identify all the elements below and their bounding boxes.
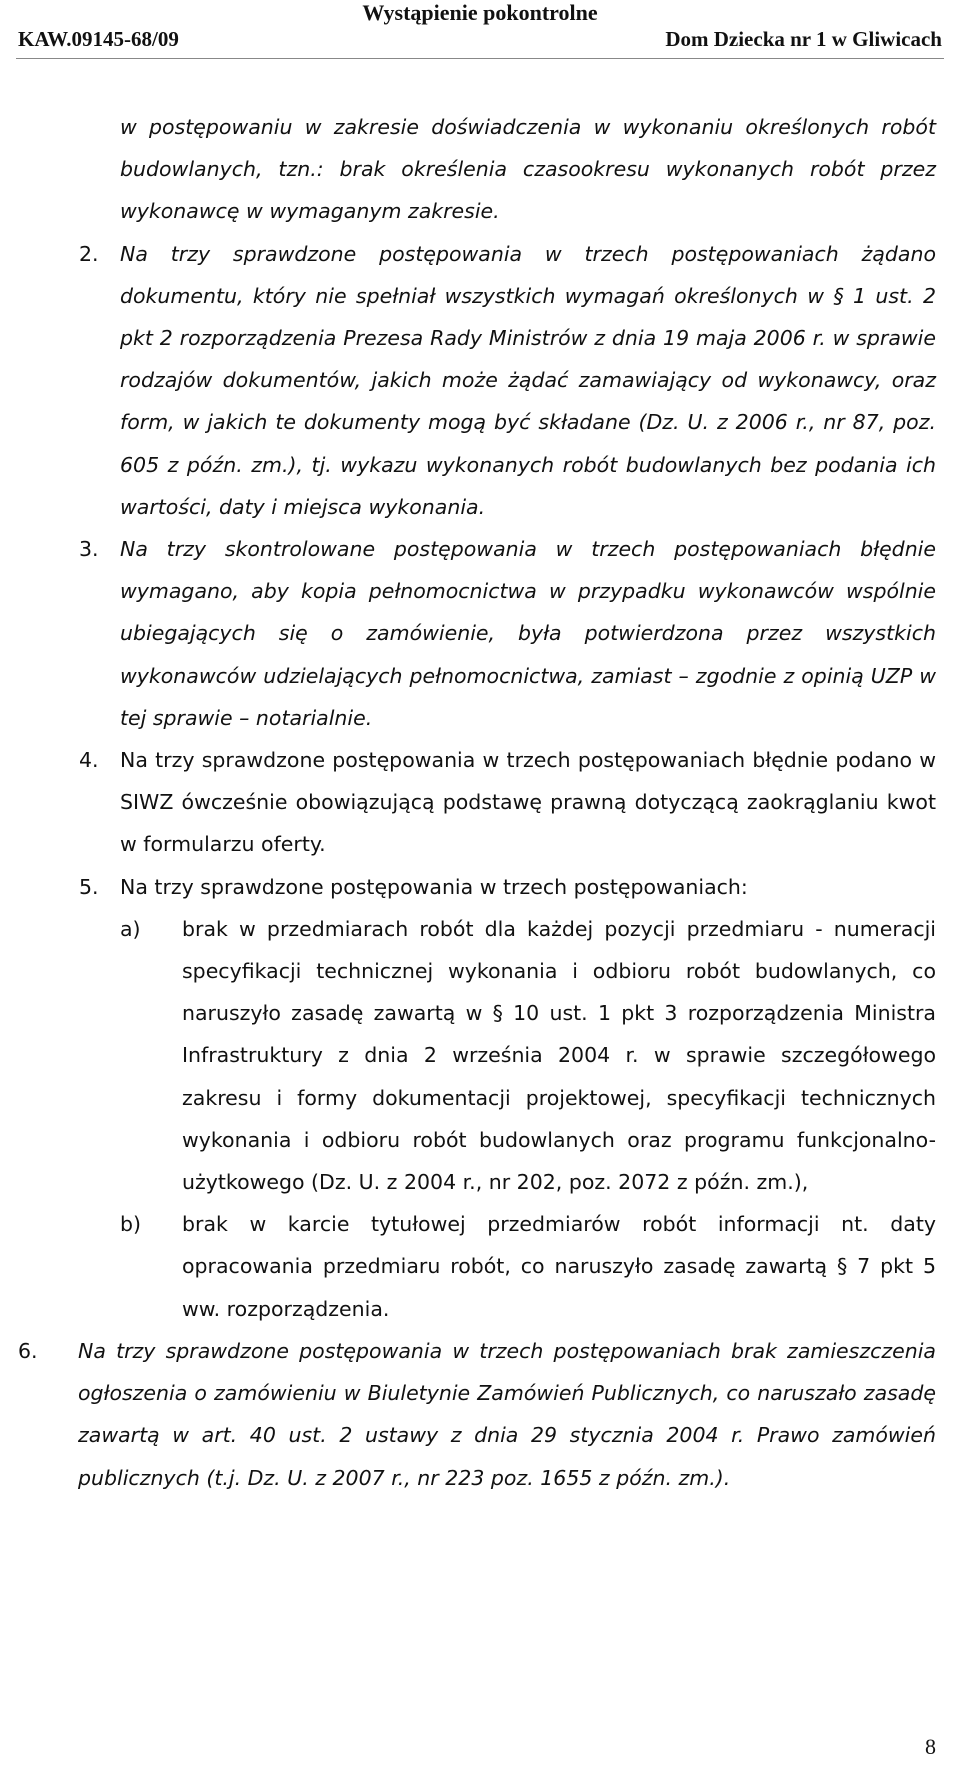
document-reference: KAW.09145-68/09 [18,27,179,51]
organization-name: Dom Dziecka nr 1 w Gliwicach [665,27,942,51]
list-item-2 [79,233,936,528]
list-item-number: 6. [18,1338,38,1363]
list-item-text: Na trzy sprawdzone postępowania w trzech postępowaniach: [120,874,748,899]
list-item-text: Na trzy sprawdzone postępowania w trzech postępowaniach brak zamieszczenia ogłoszenia o zamówieniu w Biuletynie Zamówień Publicznych, co naruszało zasadę zawartą w art. 40 ust. 2 ustawy z dnia 29 stycznia 2004 r. Prawo zamówień publicznych (t.j. Dz. U. z 2007 r., nr 223 poz. 1655 z późn. zm.). [78,1338,936,1490]
list-item-4 [79,739,936,866]
header-title: Wystąpienie pokontrolne [362,0,598,25]
list-item-text: Na trzy sprawdzone postępowania w trzech postępowaniach błędnie podano w SIWZ ówcześnie obowiązującą podstawę prawną dotyczącą zaokrąglaniu kwot w formularzu oferty. [120,748,936,857]
sub-item-text: brak w przedmiarach robót dla każdej pozycji przedmiaru - numeracji specyfikacji technicznej wykonania i odbioru robót budowlanych, co naruszyło zasadę zawartą w § 10 ust. 1 pkt 3 rozporządzenia Ministra Infrastruktury z dnia 2 września 2004 r. w sprawie szczegółowego zakresu i formy dokumentacji projektowej, specyfikacji technicznych wykonania i odbioru robót budowlanych oraz programu funkcjonalno-użytkowego (Dz. U. z 2004 r., nr 202, poz. 2072 z późn. zm.), [182,916,936,1195]
page-number: 8 [925,1734,936,1759]
list-item-number: 3. [79,537,99,562]
list-item-number: 4. [79,748,99,773]
sub-item-b [120,1203,936,1330]
header-divider [16,58,944,59]
list-item-6 [18,1330,936,1499]
sub-item-text: brak w karcie tytułowej przedmiarów robót informacji nt. daty opracowania przedmiaru robót, co naruszyło zasadę zawartą § 7 pkt 5 ww. rozporządzenia. [182,1212,936,1321]
continuation-paragraph: w postępowaniu w zakresie doświadczenia w wykonaniu określonych robót budowlanych, tzn.: brak określenia czasookresu wykonanych robót przez wykonawcę w wymaganym zakresie. [120,115,936,224]
sub-item-a [120,908,936,1203]
sub-item-letter: b) [120,1212,142,1237]
list-item-5 [79,866,936,908]
document-body [0,106,960,1499]
list-item-3 [79,528,936,739]
sub-item-letter: a) [120,916,141,941]
list-item-number: 5. [79,874,99,899]
list-item-number: 2. [79,241,99,266]
list-item-text-continued: wykazu wykonanych robót budowlanych bez podania ich wartości, daty i miejsca wykonania. [120,452,936,519]
list-item-text: Na trzy skontrolowane postępowania w trzech postępowaniach błędnie wymagano, aby kopia pełnomocnictwa w przypadku wykonawców wspólnie ubiegających się o zamówienie, była potwierdzona przez wszystkich wykonawców udzielających pełnomocnictwa, zamiast – zgodnie z opinią UZP w tej sprawie – notarialnie. [120,537,936,730]
list-item-text: Na trzy sprawdzone postępowania w trzech postępowaniach żądano dokumentu, który nie spełniał wszystkich wymagań określonych w § 1 ust. 2 pkt 2 rozporządzenia Prezesa Rady Ministrów z dnia 19 maja 2006 r. w sprawie rodzajów dokumentów, jakich może żądać zamawiający od wykonawcy, oraz form, w jakich te dokumenty mogą być składane (Dz. U. z 2006 r., nr 87, poz. 605 z późn. zm.), tj. [120,241,936,477]
